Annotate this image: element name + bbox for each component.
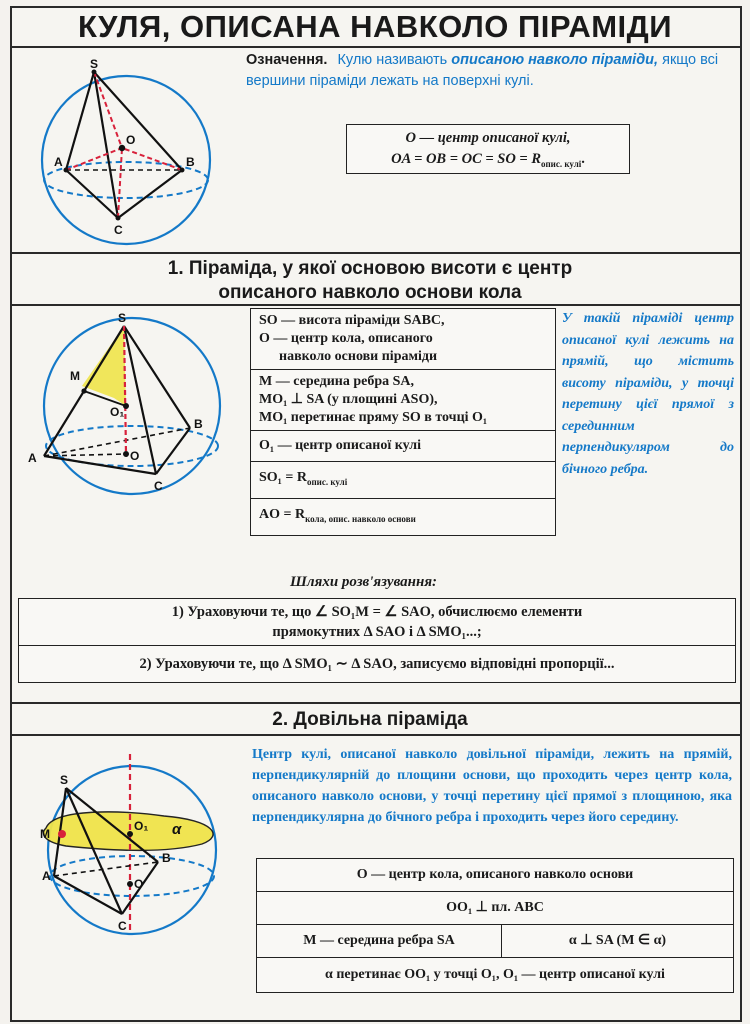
fig3-label-m: M xyxy=(40,827,50,841)
s1-row1-b: O — центр кола, описаного xyxy=(259,331,433,346)
section1-title-line2: описаного навколо основи кола xyxy=(218,282,522,303)
definition-term: описаною навколо піраміди, xyxy=(451,52,659,68)
s1-row-midpoint xyxy=(251,370,555,431)
solution-1-line1: 1) Ураховуючи те, що ∠ SO₁M = ∠ SAO, обчислюємо елементи xyxy=(171,604,583,620)
fig3-label-o: O xyxy=(134,877,144,891)
fig3-label-b: B xyxy=(162,851,171,865)
solutions-box xyxy=(18,598,736,683)
fig1-label-c: C xyxy=(114,223,123,237)
def-line2-sub: опис. кулі xyxy=(541,158,582,169)
section1-note: У такій піраміді центр описаної кулі лежить на прямій, що містить висоту піраміди, у точці перетину цієї прямої з серединним перпендикуляром до бічного ребра. xyxy=(562,311,734,477)
s1-row-radius xyxy=(251,462,555,499)
fig3-label-c: C xyxy=(118,919,127,933)
definition-text xyxy=(246,50,730,92)
s1-row2-c: MO₁ перетинає пряму SO в точці O₁ xyxy=(259,410,488,425)
solution-item-2: 2) Ураховуючи те, що Δ SMO₁ ∼ Δ SAO, записуємо відповідні пропорції... xyxy=(139,656,615,672)
section1-table xyxy=(250,308,556,536)
definition-formula-box xyxy=(346,124,630,174)
definition-label: Означення. xyxy=(246,52,328,68)
section2-title: 2. Довільна піраміда xyxy=(272,709,468,730)
solutions-heading: Шляхи розв'язування: xyxy=(290,574,438,590)
s1-row2-a: M — середина ребра SA, xyxy=(259,374,415,389)
fig1-label-o: O xyxy=(126,133,136,147)
fig3-label-a: A xyxy=(42,869,51,883)
fig1-label-a: A xyxy=(54,155,63,169)
fig2-label-c: C xyxy=(154,479,163,493)
s2-row-center: O — центр кола, описаного навколо основи xyxy=(257,859,733,892)
figure-sphere-pyramid-1 xyxy=(14,50,244,250)
s2-row3-left: M — середина ребра SA xyxy=(257,925,502,957)
s1-row-center: O₁ — центр описаної кулі xyxy=(251,431,555,462)
divider-section1-top xyxy=(10,252,740,254)
fig1-label-b: B xyxy=(186,155,195,169)
def-line2: OA = OB = OC = SO = R xyxy=(391,151,541,167)
definition-prefix: Кулю називають xyxy=(337,52,452,68)
s1-row-circle-radius xyxy=(251,499,555,535)
section2-note: Центр кулі, описаної навколо довільної піраміди, лежить на прямій, перпендикулярній до площини основи, що проходить через центр кола, описаного навколо основи, у точці перетину цієї прямої з площиною, яка перпендикулярна до бічного ребра і проходить через його середину. xyxy=(252,747,732,825)
solution-1-line2: прямокутних Δ SAO і Δ SMO₁...; xyxy=(272,624,482,640)
s1-row1-a: SO — висота піраміди SABC, xyxy=(259,313,445,328)
s2-row-intersection: α перетинає OO₁ у точці O₁, O₁ — центр описаної кулі xyxy=(325,967,665,982)
fig2-label-o1: O₁ xyxy=(110,405,125,419)
s1-row1-c: навколо основи піраміди xyxy=(279,349,438,364)
fig3-label-alpha: α xyxy=(172,821,182,838)
fig1-label-s: S xyxy=(90,57,99,71)
fig2-label-m: M xyxy=(70,369,80,383)
section1-title xyxy=(60,257,680,305)
s1-row4-sub: опис. кулі xyxy=(306,476,348,487)
fig2-label-o: O xyxy=(130,449,140,463)
def-line2-end: . xyxy=(581,151,585,167)
def-line1: O — центр описаної кулі, xyxy=(405,130,571,146)
fig2-label-s: S xyxy=(118,311,127,325)
section1-title-line1: 1. Піраміда, у якої основою висоти є центр xyxy=(167,258,573,279)
definition-suffix: якщо всі вершини піраміди лежать на поверхні кулі. xyxy=(246,52,719,89)
figure-sphere-pyramid-2 xyxy=(14,306,246,502)
s2-row-perp: OO₁ ⊥ пл. ABC xyxy=(257,892,733,925)
s1-row2-b: MO₁ ⊥ SA (у площині ASO), xyxy=(259,392,438,407)
figure-sphere-pyramid-3 xyxy=(14,738,246,938)
page-title: КУЛЯ, ОПИСАНА НАВКОЛО ПІРАМІДИ xyxy=(10,6,740,48)
s2-row3-right: α ⊥ SA (M ∈ α) xyxy=(568,933,667,948)
solution-item-1 xyxy=(19,599,735,646)
s1-row4: SO₁ = R xyxy=(259,470,307,485)
fig3-label-s: S xyxy=(60,773,69,787)
fig3-label-o1: O₁ xyxy=(134,819,149,833)
s1-row5-sub: кола, опис. навколо основи xyxy=(305,513,416,524)
s1-row-height xyxy=(251,309,555,370)
s2-row-midpoint xyxy=(257,925,733,958)
section2-table xyxy=(256,858,734,993)
s1-row5: AO = R xyxy=(259,506,306,522)
fig2-label-b: B xyxy=(194,417,203,431)
fig2-label-a: A xyxy=(28,451,37,465)
divider-section2-bottom xyxy=(10,734,740,736)
divider-section2-top xyxy=(10,702,740,704)
